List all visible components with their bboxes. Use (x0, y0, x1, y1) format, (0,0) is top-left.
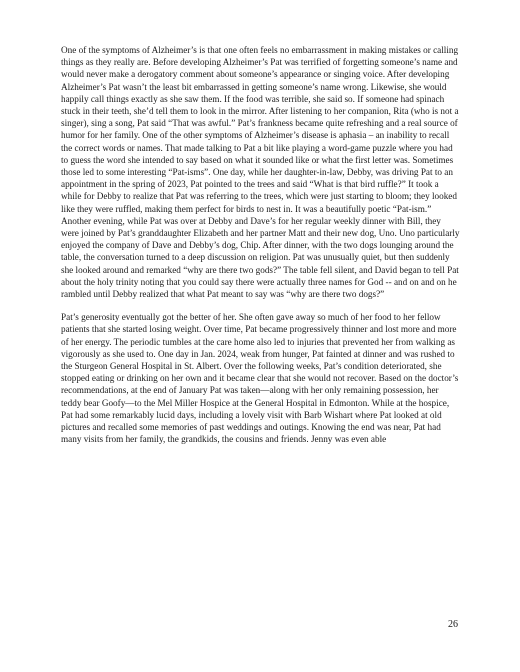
paragraph-generosity-decline: Pat’s generosity eventually got the better of her. She often gave away so much of her food to her fellow patients that she started losing weight. Over time, Pat became progressively thinner and lost more and more of her energy. The periodic tumbles at the care home also led to injuries that prevented her from walking as vigorously as she used to. One day in Jan. 2024, weak from hunger, Pat fainted at dinner and was rushed to the Sturgeon General Hospital in St. Albert. Over the following weeks, Pat’s condition deteriorated, she stopped eating or drinking on her own and it became clear that she would not recover. Based on the doctor’s recommendations, at the end of January Pat was taken—along with her only remaining possession, her teddy bear Goofy—to the Mel Miller Hospice at the General Hospital in Edmonton. While at the hospice, Pat had some remarkably lucid days, including a lovely visit with Barb Wishart where Pat looked at old pictures and recalled some memories of past weddings and outings. Knowing the end was near, Pat had many visits from her family, the grandkids, the cousins and friends. Jenny was even able (61, 312, 459, 445)
page-number: 26 (448, 619, 458, 630)
paragraph-alzheimers-symptoms: One of the symptoms of Alzheimer’s is that one often feels no embarrassment in making mistakes or calling things as they really are. Before developing Alzheimer’s Pat was terrified of forgetting someone’s name and would never make a derogatory comment about someone’s appearance or singing voice. After developing Alzheimer’s Pat wasn’t the least bit embarrassed in getting someone’s name wrong. Likewise, she would happily call things exactly as she saw them. If the food was terrible, she said so. If someone had spinach stuck in their teeth, she’d tell them to look in the mirror. After listening to her companion, Rita (who is not a singer), sing a song, Pat said “That was awful.” Pat’s frankness became quite refreshing and a real source of humor for her family. One of the other symptoms of Alzheimer’s disease is aphasia – an inability to recall the correct words or names. That made talking to Pat a bit like playing a word-game puzzle where you had to guess the word she intended to say based on what it sounded like or what the first letter was. Sometimes those led to some interesting “Pat-isms”. One day, while her daughter-in-law, Debby, was driving Pat to an appointment in the spring of 2023, Pat pointed to the trees and said “What is that bird ruffle?” It took a while for Debby to realize that Pat was referring to the trees, which were just starting to bloom; they looked like they were ruffled, making them perfect for birds to nest in. It was a beautifully poetic “Pat-ism.” Another evening, while Pat was over at Debby and Dave’s for her regular weekly dinner with Bill, they were joined by Pat’s granddaughter Elizabeth and her partner Matt and their new dog, Uno. Uno particularly enjoyed the company of Dave and Debby’s dog, Chip. After dinner, with the two dogs lounging around the table, the conversation turned to a deep discussion on religion. Pat was unusually quiet, but then suddenly she looked around and remarked “why are there two gods?” The table fell silent, and David began to tell Pat about the holy trinity noting that you could say there were actually three names for God -- and on and on he rambled until Debby realized that what Pat meant to say was “why are there two dogs?” (61, 45, 460, 300)
body-text (61, 44, 461, 446)
